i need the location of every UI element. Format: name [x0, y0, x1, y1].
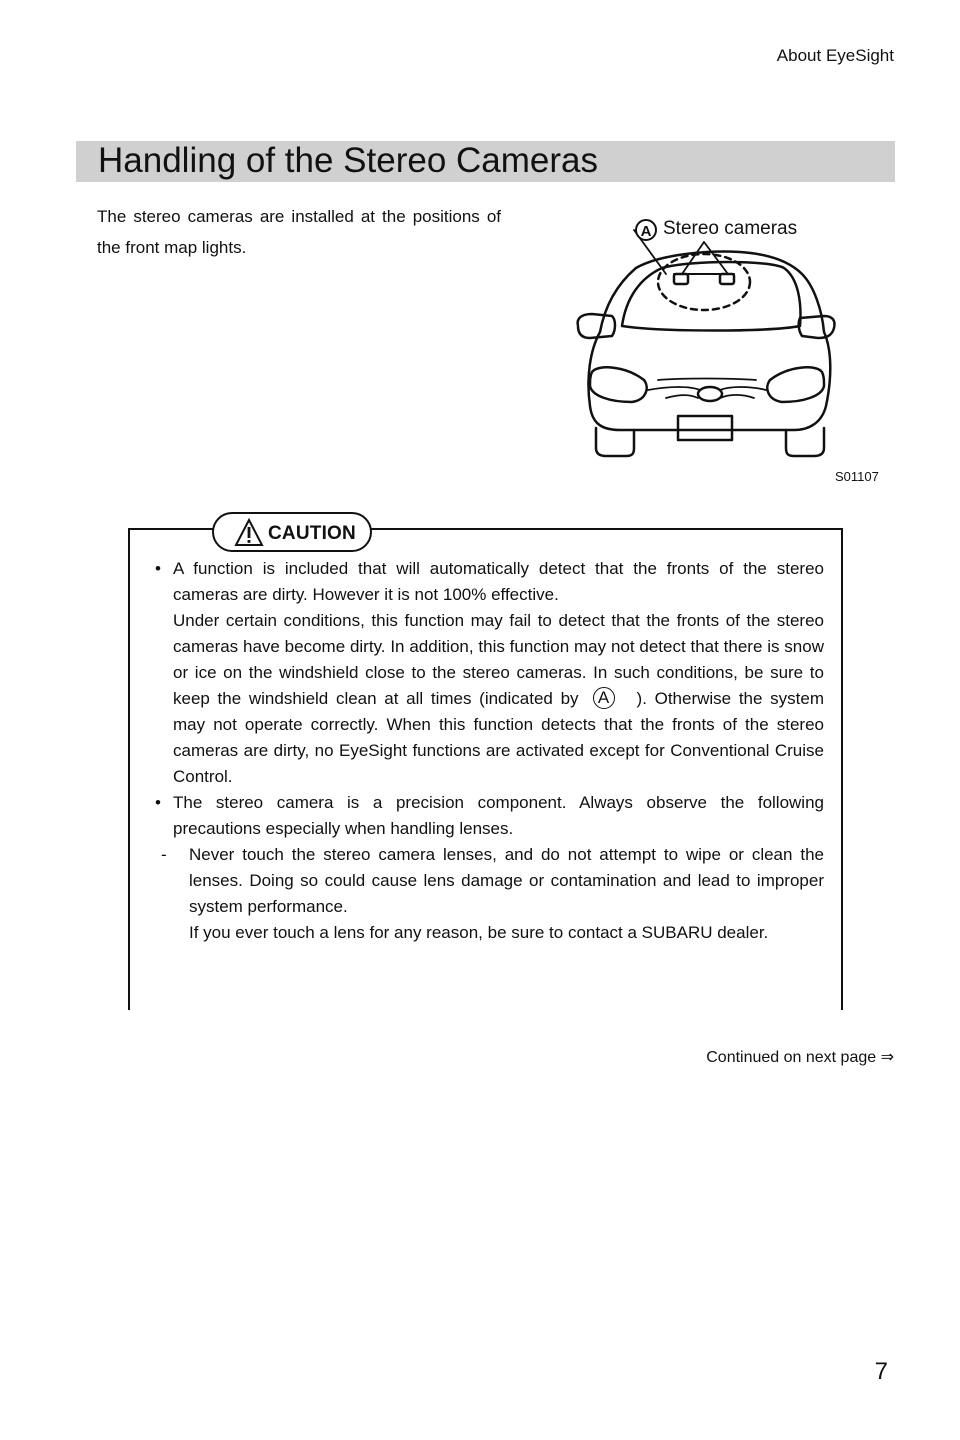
- sub-item-text: Never touch the stereo camera lenses, and do not attempt to wipe or clean the lenses. Doing so could cause lens damage or contamination and lead to improper system performance.: [189, 845, 824, 916]
- bullet-text: • A function is included that will automatically detect that the fronts of the stereo cameras are dirty. However it is not 100% effective.: [173, 559, 824, 604]
- section-title: Handling of the Stereo Cameras: [98, 141, 598, 180]
- intro-paragraph: The stereo cameras are installed at the positions of the front map lights.: [97, 207, 501, 257]
- continued-note: Continued on next page ⇒: [706, 1049, 894, 1066]
- bullet-followup: [173, 608, 824, 790]
- car-front-illustration: [570, 210, 890, 490]
- caution-body: [151, 556, 824, 946]
- callout-reference-a: A: [593, 687, 615, 709]
- running-head: About EyeSight: [776, 46, 894, 65]
- caution-bullet: [151, 556, 824, 790]
- page-number: 7: [874, 1358, 888, 1385]
- bullet-text: • The stereo camera is a precision component. Always observe the following precautions especially when handling lenses.: [173, 793, 824, 838]
- caution-bullet: [151, 790, 824, 842]
- sub-item-followup: If you ever touch a lens for any reason, be sure to contact a SUBARU dealer.: [189, 923, 769, 942]
- caution-sub-item: [151, 842, 824, 946]
- warning-icon: [234, 518, 264, 553]
- stereo-cameras-label: Stereo cameras: [663, 218, 798, 239]
- caution-badge: [212, 512, 372, 552]
- figure-id: S01107: [835, 469, 879, 484]
- callout-letter-a: A: [640, 223, 652, 240]
- caution-label: CAUTION: [268, 523, 356, 544]
- followup-text-before: Under certain conditions, this function may fail to detect that the fronts of the stereo cameras have become dirty. In addition, this function may not detect that there is snow or ice on the windshield close to the stereo cameras. In such conditions, be sure to keep the windshield clean at all times (indicated by: [173, 611, 824, 708]
- followup-text-after: ). Otherwise the system may not operate correctly. When this function detects that the fronts of the stereo cameras are dirty, no EyeSight functions are activated except for Conventional Cruise Control.: [173, 689, 824, 786]
- dash-marker: -: [161, 845, 167, 864]
